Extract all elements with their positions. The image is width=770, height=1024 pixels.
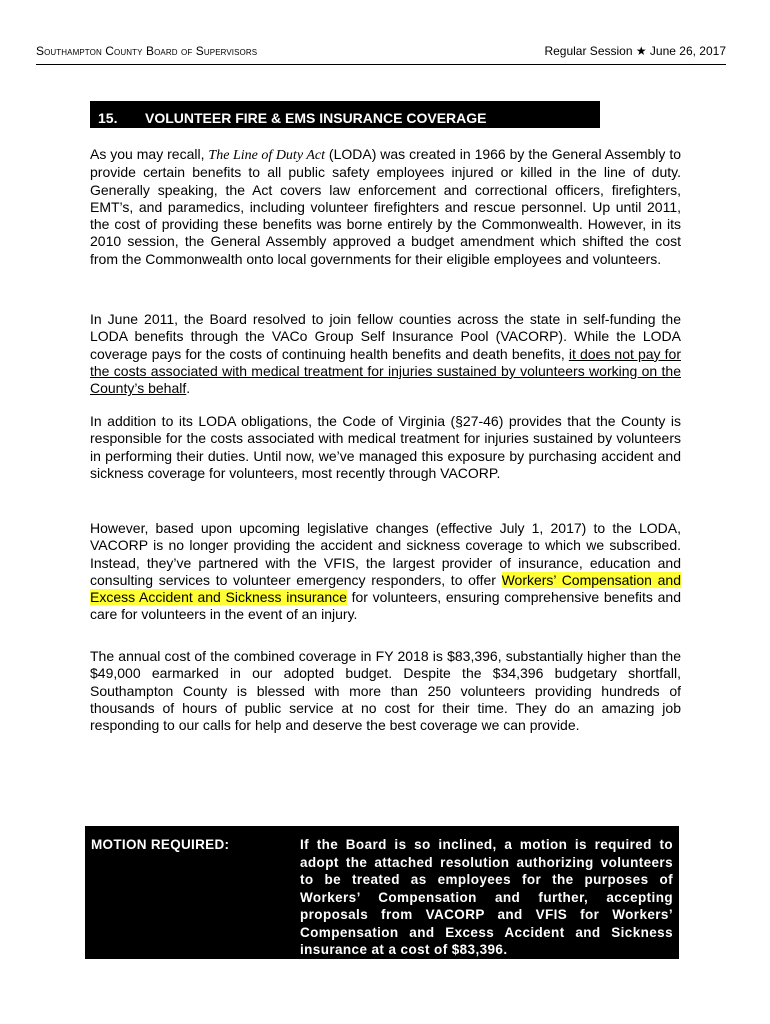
p4-text-start: However, based upon upcoming legislative changes (effective July 1, 2017) to the LODA, VACORP is no longer providing the accident and sickness coverage to which we subscribed. Instead, they’ve partnered with the VFIS, the largest provider of insurance, education and consulting services to volunteer emergency responders, to offer — [90, 520, 681, 588]
paragraph-code-of-virginia — [90, 413, 681, 499]
paragraph-legislative-changes — [90, 520, 681, 641]
p2-underlined-text: it does not pay for the costs associated with medical treatment for injuries sustained by volunteers working on the County’s behalf — [90, 345, 681, 397]
p1-text-rest: (LODA) was created in 1966 by the General Assembly to provide certain benefits to all public safety employees injured or killed in the line of duty. Generally speaking, the Act covers law enforcement and correctional officers, firefighters, EMT’s, and paramedics, including volunteer firefighters and rescue personnel. Up until 2011, the cost of providing these benefits was borne entirely by the Commonwealth. However, in its 2010 session, the General Assembly approved a budget amendment which shifted the cost from the Commonwealth onto local governments for their eligible employees and volunteers. — [90, 146, 681, 267]
p1-text-start: As you may recall, — [90, 146, 209, 162]
p4-highlighted-text: Workers’ Compensation and Excess Accident and Sickness insurance — [90, 571, 681, 606]
motion-required-box — [85, 826, 679, 959]
paragraph-board-resolution — [90, 311, 681, 415]
p2-text-end: . — [186, 380, 191, 397]
motion-text: If the Board is so inclined, a motion is required to adopt the attached resolution authorizing volunteers to be treated as employees for the purposes of Workers’ Compensation and further, accepting proposals from VACORP and VFIS for Workers’ Compensation and Excess Accident and Sickness insurance at a cost of $83,396. — [300, 837, 673, 957]
paragraph-loda-history — [90, 146, 681, 285]
section-number: 15. — [98, 110, 118, 126]
p5-text: The annual cost of the combined coverage in FY 2018 is $83,396, substantially higher than the $49,000 earmarked in our adopted budget. Despite the $34,396 budgetary shortfall, Southampton County is blessed with more than 250 volunteers providing hundreds of thousands of hours of public service at no cost for their time. They do an amazing job responding to our calls for help and deserve the best coverage we can provide. — [90, 648, 681, 734]
page-header — [36, 44, 726, 62]
act-name: The Line of Duty Act — [208, 148, 325, 163]
motion-label: MOTION REQUIRED: — [91, 837, 230, 852]
paragraph-annual-cost — [90, 648, 681, 752]
section-heading — [90, 101, 600, 128]
header-divider — [36, 64, 726, 65]
p3-text: In addition to its LODA obligations, the Code of Virginia (§27-46) provides that the County is responsible for the costs associated with medical treatment for injuries sustained by volunteers in performing their duties. Until now, we’ve managed this exposure by purchasing accident and sickness coverage for volunteers, most recently through VACORP. — [90, 413, 681, 481]
p2-text-start: In June 2011, the Board resolved to join fellow counties across the state in self-funding the LODA benefits through the VACo Group Self Insurance Pool (VACORP). While the LODA coverage pays for the costs of continuing health benefits and death benefits, — [90, 311, 681, 362]
header-organization: Southampton County Board of Supervisors — [36, 44, 258, 58]
p4-text-end: for volunteers, ensuring comprehensive benefits and care for volunteers in the event of an injury. — [90, 589, 681, 623]
section-title: VOLUNTEER FIRE & EMS INSURANCE COVERAGE — [145, 110, 487, 126]
header-session-date: Regular Session ★ June 26, 2017 — [544, 44, 726, 58]
